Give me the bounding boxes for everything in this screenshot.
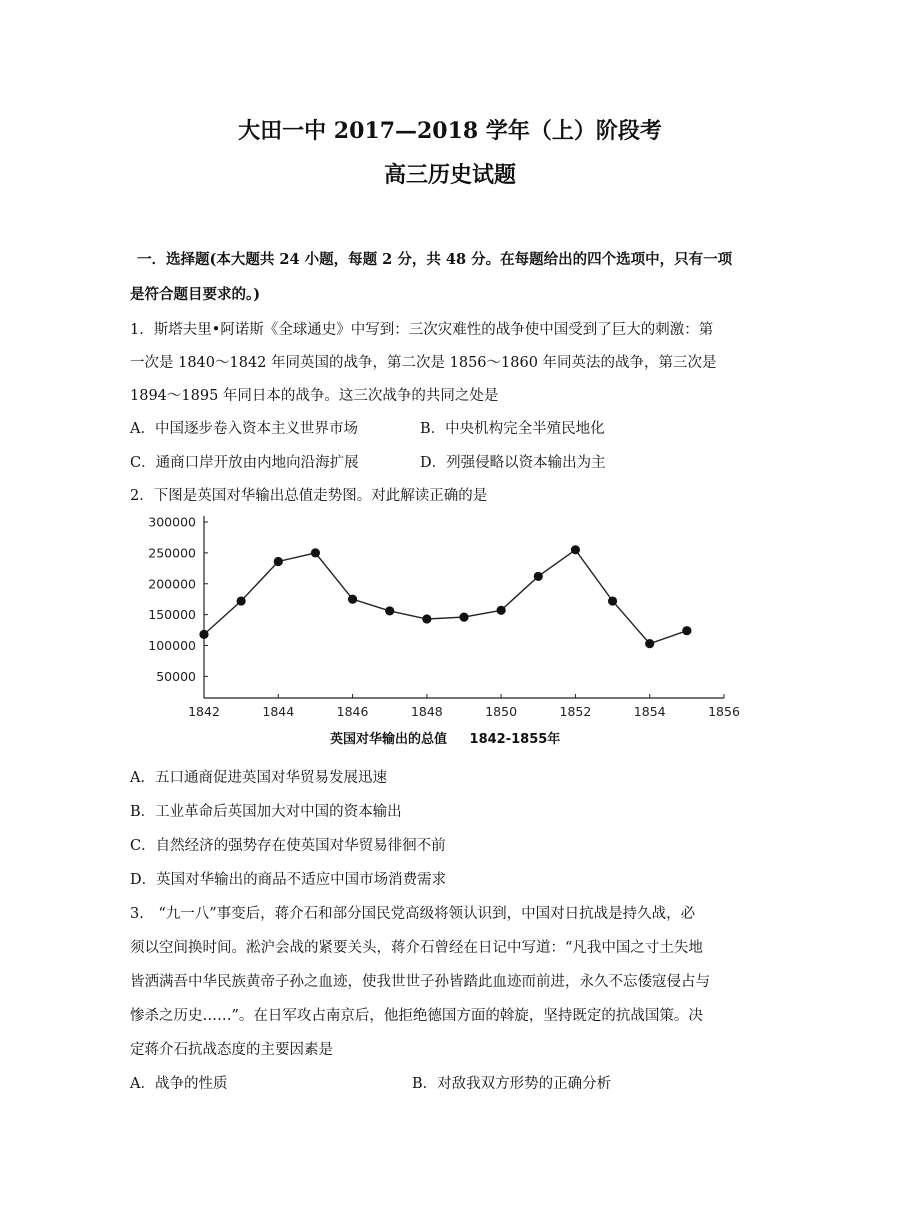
x-axis-tick-labels: [188, 704, 740, 719]
exam-title: 大田一中 2017—2018 学年（上）阶段考: [238, 118, 662, 144]
data-point: [608, 596, 617, 605]
data-point: [682, 626, 691, 635]
x-tick-label: 1842: [188, 704, 220, 719]
data-point: [385, 606, 394, 615]
data-point: [497, 606, 506, 615]
export-line-chart: [130, 508, 740, 723]
x-tick-label: 1844: [262, 704, 295, 719]
section-heading-line1: 一．选择题(本大题共 24 小题，每题 2 分，共 48 分。在每题给出的四个选项中，只有一项: [137, 251, 733, 268]
q3-stem-line1: 3． “九一八”事变后，蒋介石和部分国民党高级将领认识到，中国对日抗战是持久战，必: [130, 906, 696, 922]
data-points: [199, 545, 691, 648]
x-tick-label: 1856: [708, 704, 740, 719]
q3-stem-line4: 惨杀之历史……”。在日军攻占南京后，他拒绝德国方面的斡旋，坚持既定的抗战国策。决: [130, 1008, 703, 1024]
section-heading-line2: 是符合题目要求的。): [130, 286, 261, 303]
data-point: [348, 595, 357, 604]
data-point: [311, 548, 320, 557]
data-point: [534, 572, 543, 581]
data-point: [237, 596, 246, 605]
q1-option-c: C．通商口岸开放由内地向沿海扩展: [130, 455, 359, 471]
chart-caption: [330, 728, 560, 747]
q1-stem-line1: 1．斯塔夫里•阿诺斯《全球通史》中写到：三次灾难性的战争使中国受到了巨大的刺激：第: [130, 322, 714, 338]
y-tick-label: 150000: [148, 607, 196, 623]
chart-caption-title: 英国对华输出的总值: [330, 732, 448, 747]
x-tick-label: 1846: [336, 704, 369, 719]
q2-option-c: C．自然经济的强势存在使英国对华贸易徘徊不前: [130, 838, 446, 854]
data-point: [571, 545, 580, 554]
q1-option-a: A．中国逐步卷入资本主义世界市场: [130, 421, 358, 437]
data-point: [459, 613, 468, 622]
q1-option-d: D．列强侵略以资本输出为主: [420, 455, 606, 471]
y-axis-ticks: [204, 522, 208, 676]
q2-option-b: B．工业革命后英国加大对中国的资本输出: [130, 804, 402, 820]
y-axis-tick-labels: [148, 515, 196, 684]
y-tick-label: 200000: [148, 576, 196, 592]
y-tick-label: 300000: [148, 514, 196, 530]
x-tick-label: 1848: [410, 704, 443, 719]
q3-stem-line3: 皆洒满吾中华民族黄帝子孙之血迹，使我世世子孙皆踏此血迹而前进，永久不忘倭寇侵占与: [130, 974, 710, 990]
q3-option-a: A．战争的性质: [130, 1076, 228, 1092]
q2-option-d: D．英国对华输出的商品不适应中国市场消费需求: [130, 872, 447, 888]
y-tick-label: 250000: [148, 545, 196, 561]
y-tick-label: 50000: [156, 668, 196, 684]
chart-caption-range: 1842-1855年: [469, 732, 561, 747]
q2-option-a: A．五口通商促进英国对华贸易发展迅速: [130, 770, 387, 786]
q1-option-b: B．中央机构完全半殖民地化: [420, 421, 605, 437]
q2-stem: 2．下图是英国对华输出总值走势图。对此解读正确的是: [130, 488, 488, 504]
data-point: [645, 639, 654, 648]
x-tick-label: 1854: [633, 704, 666, 719]
q3-stem-line2: 须以空间换时间。淞沪会战的紧要关头，蒋介石曾经在日记中写道：“凡我中国之寸土失地: [130, 940, 703, 956]
data-point: [422, 614, 431, 623]
q3-option-b: B．对敌我双方形势的正确分析: [412, 1076, 612, 1092]
x-tick-label: 1852: [559, 704, 592, 719]
data-point: [274, 557, 283, 566]
y-tick-label: 100000: [148, 638, 196, 654]
data-point: [199, 630, 208, 639]
q3-stem-line5: 定蒋介石抗战态度的主要因素是: [130, 1042, 333, 1058]
q1-stem-line3: 1894～1895 年同日本的战争。这三次战争的共同之处是: [130, 388, 499, 404]
q1-stem-line2: 一次是 1840～1842 年同英国的战争，第二次是 1856～1860 年同英法的战争，第三次是: [130, 355, 717, 371]
exam-subtitle: 高三历史试题: [383, 162, 516, 188]
x-tick-label: 1850: [485, 704, 518, 719]
